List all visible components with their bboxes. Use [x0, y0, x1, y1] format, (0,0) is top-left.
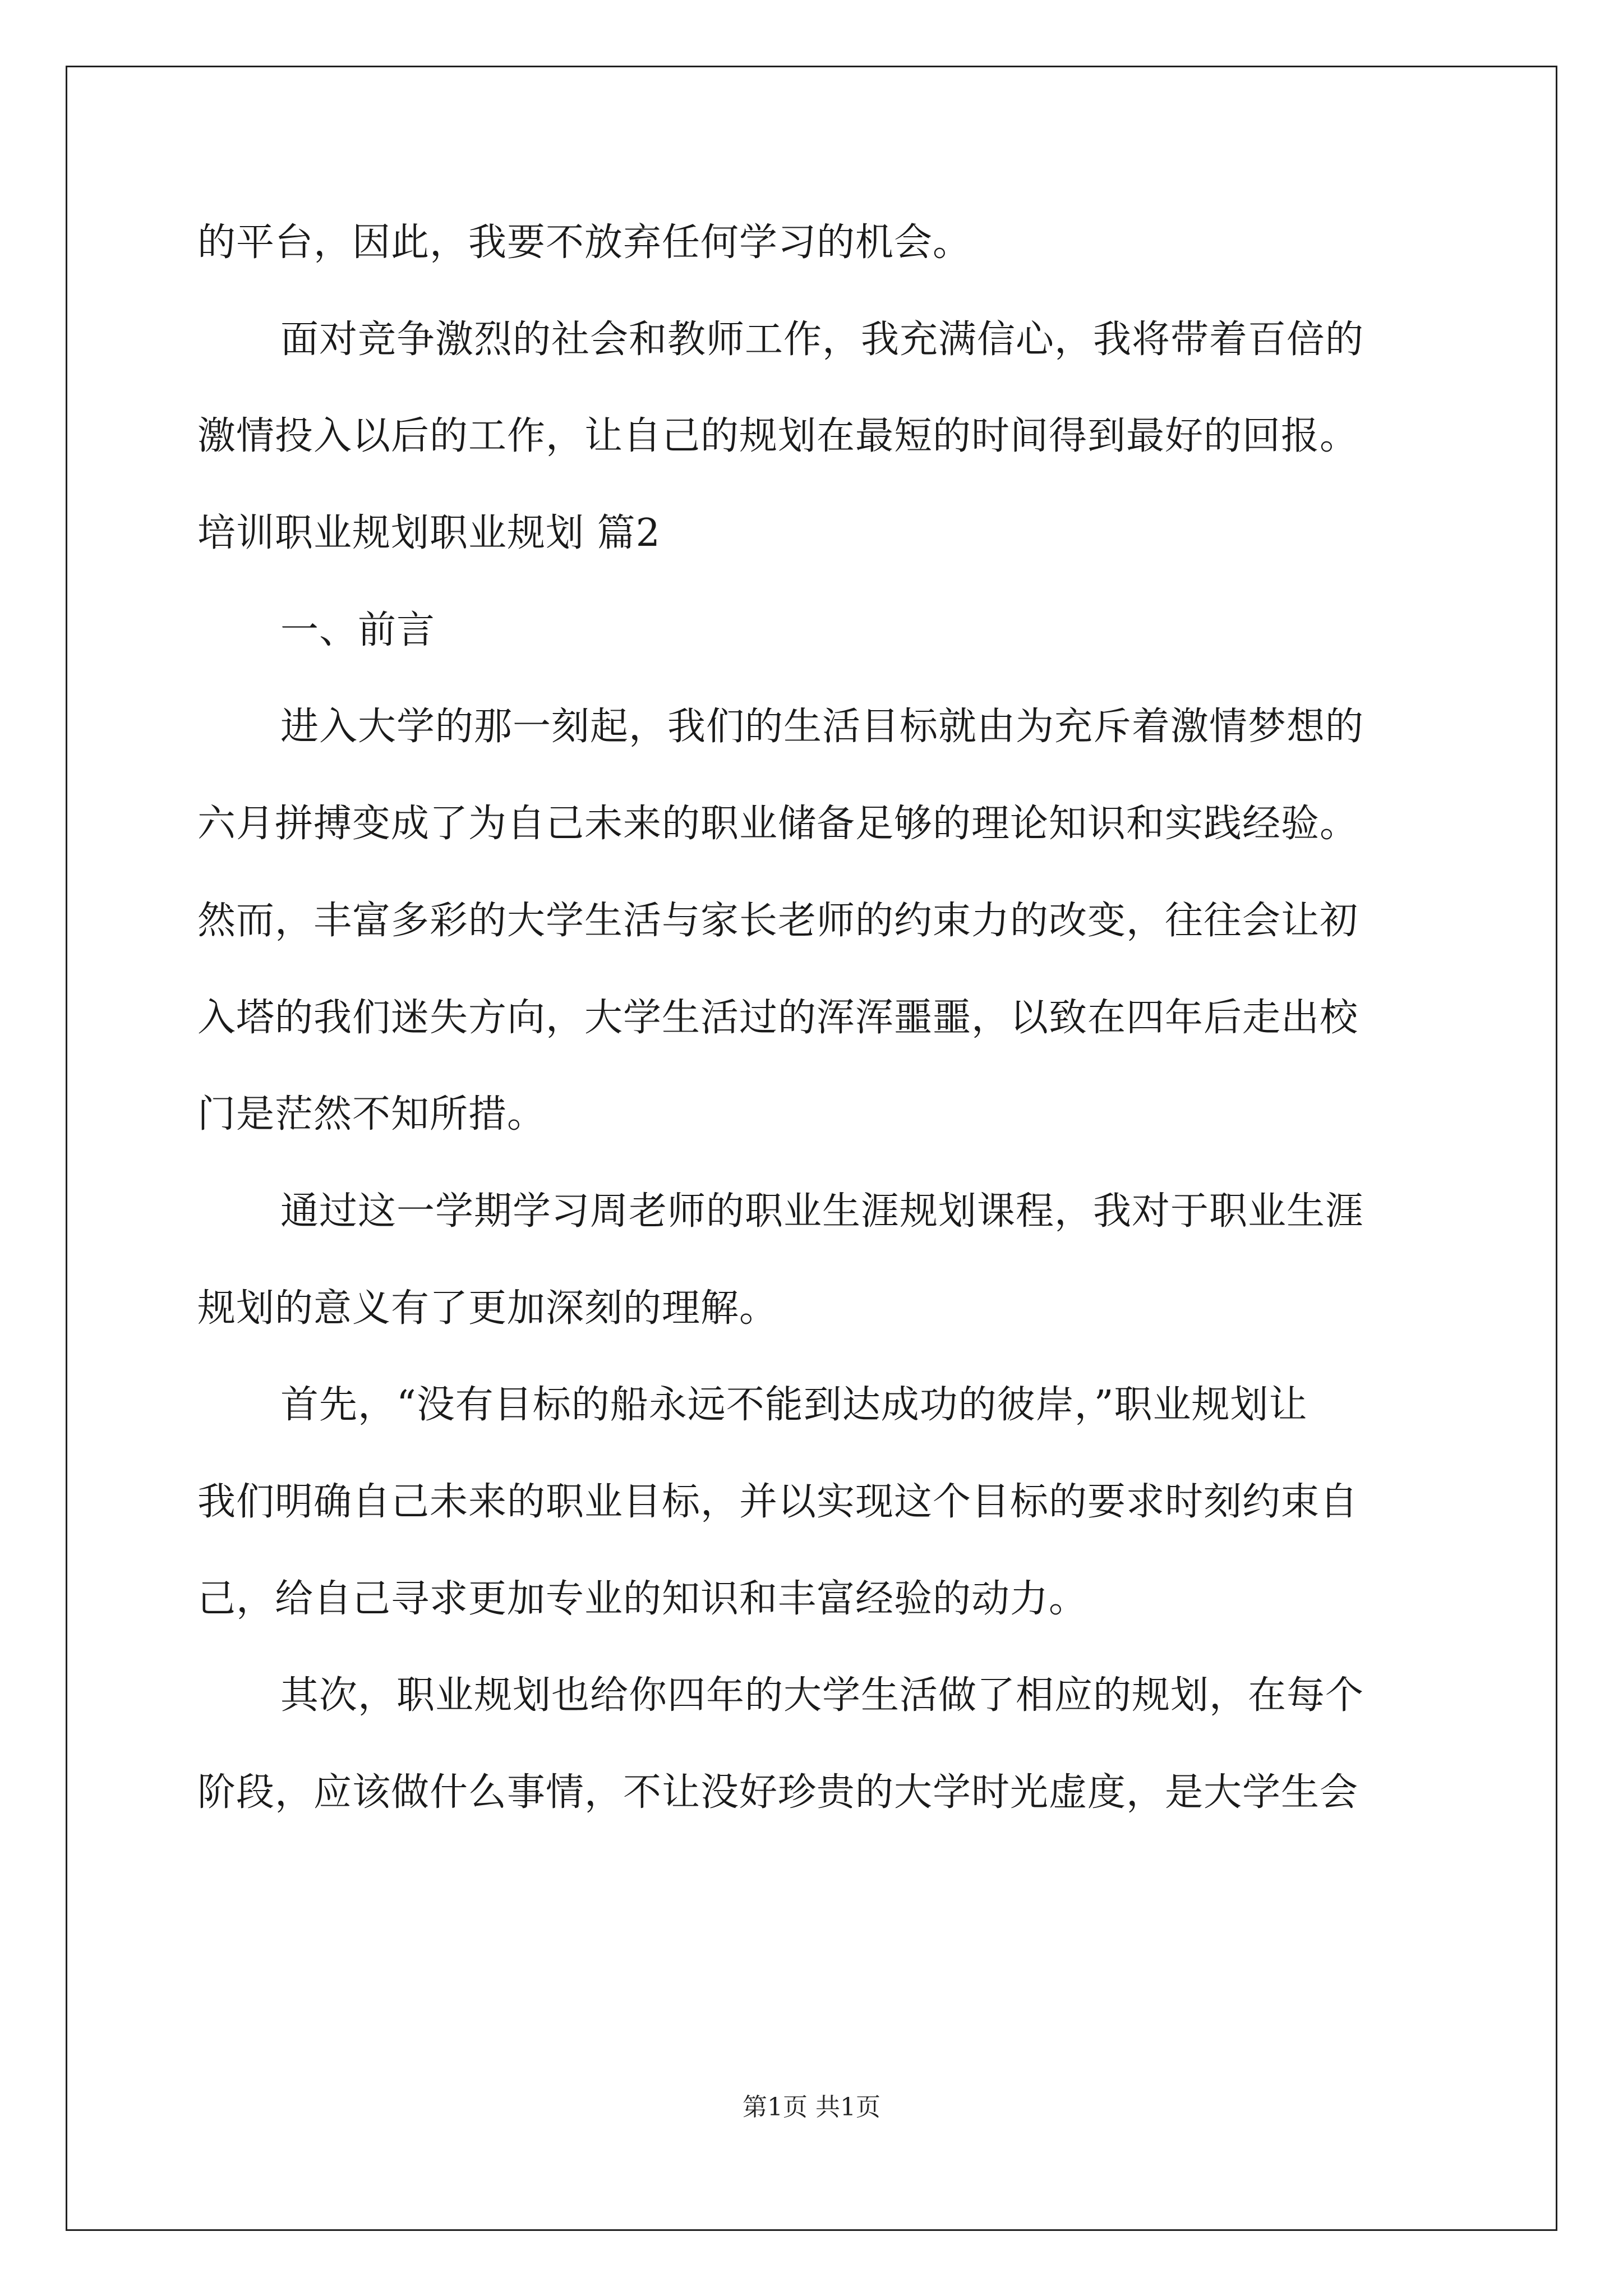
text-line: 激情投入以后的工作，让自己的规划在最短的时间得到最好的回报。 [197, 414, 1359, 459]
page-footer [0, 2091, 1623, 2124]
text-line: 面对竞争激烈的社会和教师工作，我充满信心，我将带着百倍的 [280, 317, 1364, 362]
text-line: 入塔的我们迷失方向，大学生活过的浑浑噩噩，以致在四年后走出校 [197, 995, 1359, 1040]
section-heading: 培训职业规划职业规划 篇2 [197, 511, 661, 556]
page-number-label: 第1页 共1页 [743, 2093, 880, 2122]
text-line: 规划的意义有了更加深刻的理解。 [197, 1286, 778, 1331]
text-line: 进入大学的那一刻起，我们的生活目标就由为充斥着激情梦想的 [280, 705, 1364, 749]
text-line: 我们明确自己未来的职业目标，并以实现这个目标的要求时刻约束自 [197, 1479, 1359, 1524]
text-line: 六月拼搏变成了为自己未来的职业储备足够的理论知识和实践经验。 [197, 802, 1359, 846]
text-line: 首先，“没有目标的船永远不能到达成功的彼岸，”职业规划让 [280, 1383, 1308, 1428]
text-line: 的平台，因此，我要不放弃任何学习的机会。 [197, 220, 972, 265]
text-line: 门是茫然不知所措。 [197, 1092, 546, 1137]
text-line: 阶段，应该做什么事情，不让没好珍贵的大学时光虚度，是大学生会 [197, 1770, 1359, 1815]
text-line: 己，给自己寻求更加专业的知识和丰富经验的动力。 [197, 1576, 1088, 1621]
text-line: 其次，职业规划也给你四年的大学生活做了相应的规划，在每个 [280, 1673, 1364, 1718]
document-body [197, 215, 1426, 1862]
text-line: 然而，丰富多彩的大学生活与家长老师的约束力的改变，往往会让初 [197, 898, 1359, 943]
subsection-heading: 一、前言 [280, 608, 436, 652]
text-line: 通过这一学期学习周老师的职业生涯规划课程，我对于职业生涯 [280, 1189, 1364, 1234]
